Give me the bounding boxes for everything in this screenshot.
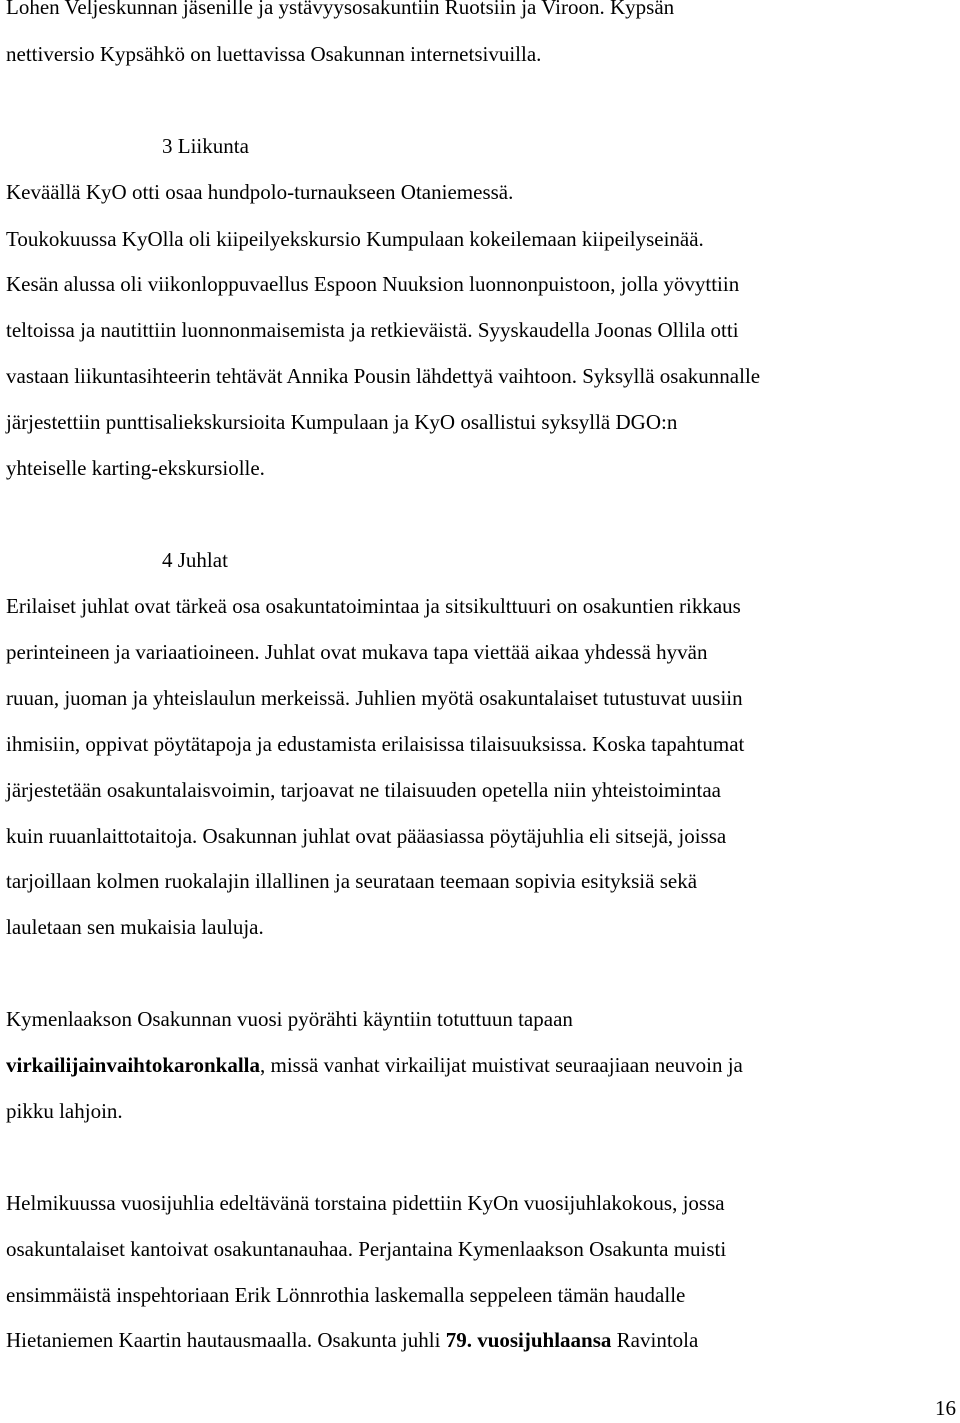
juhlat-line-6: kuin ruuanlaittotaitoja. Osakunnan juhlat ovat pääasiassa pöytäjuhlia eli sitsejä, joissa: [6, 824, 727, 848]
liikunta-line-5: vastaan liikuntasihteerin tehtävät Annika Pousin lähdettyä vaihtoon. Syksyllä osakunnalle: [6, 364, 761, 388]
page-number: 16: [935, 1396, 956, 1420]
liikunta-line-7: yhteiselle karting-ekskursiolle.: [6, 456, 265, 480]
juhlat-line-7: tarjoillaan kolmen ruokalajin illallinen ja seurataan teemaan sopivia esityksiä sekä: [6, 869, 698, 893]
section-heading-juhlat: 4 Juhlat: [162, 548, 228, 572]
vaihto-line-2-text: , missä vanhat virkailijat muistivat seuraajiaan neuvoin ja: [260, 1053, 743, 1077]
section-heading-liikunta: 3 Liikunta: [162, 134, 249, 158]
juhlat-line-4: ihmisiin, oppivat pöytätapoja ja edustamista erilaisissa tilaisuuksissa. Koska tapahtumat: [6, 732, 745, 756]
liikunta-line-3: Kesän alussa oli viikonloppuvaellus Espoon Nuuksion luonnonpuistoon, jolla yövyttiin: [6, 272, 740, 296]
helmikuu-line-2: osakuntalaiset kantoivat osakuntanauhaa. Perjantaina Kymenlaakson Osakunta muisti: [6, 1237, 727, 1261]
helmikuu-line-4-start: Hietaniemen Kaartin hautausmaalla. Osakunta juhli: [6, 1328, 446, 1352]
helmikuu-line-1: Helmikuussa vuosijuhlia edeltävänä torstaina pidettiin KyOn vuosijuhlakokous, jossa: [6, 1191, 725, 1215]
anniversary-term: vuosijuhlaansa: [477, 1328, 612, 1352]
juhlat-line-8: lauletaan sen mukaisia lauluja.: [6, 915, 264, 939]
vaihto-line-2: [6, 1053, 743, 1077]
vaihto-line-1: Kymenlaakson Osakunnan vuosi pyörähti käyntiin totuttuun tapaan: [6, 1007, 573, 1031]
karonkka-term: virkailijainvaihtokaronkalla: [6, 1053, 260, 1077]
helmikuu-line-4: [6, 1328, 698, 1352]
juhlat-line-2: perinteineen ja variaatioineen. Juhlat ovat mukava tapa viettää aikaa yhdessä hyvän: [6, 640, 708, 664]
liikunta-line-6: järjestettiin punttisaliekskursioita Kumpulaan ja KyO osallistui syksyllä DGO:n: [6, 410, 678, 434]
intro-line-2: nettiversio Kypsähkö on luettavissa Osakunnan internetsivuilla.: [6, 42, 542, 66]
anniversary-number: 79.: [445, 1328, 472, 1352]
intro-line-1: Lohen Veljeskunnan jäsenille ja ystävyysosakuntiin Ruotsiin ja Viroon. Kypsän: [6, 0, 675, 19]
liikunta-line-4: teltoissa ja nautittiin luonnonmaisemista ja retkieväistä. Syyskaudella Joonas Ollila otti: [6, 318, 739, 342]
juhlat-line-3: ruuan, juoman ja yhteislaulun merkeissä. Juhlien myötä osakuntalaiset tutustuvat uusiin: [6, 686, 743, 710]
liikunta-line-1: Keväällä KyO otti osaa hundpolo-turnaukseen Otaniemessä.: [6, 180, 514, 204]
liikunta-line-2: Toukokuussa KyOlla oli kiipeilyekskursio Kumpulaan kokeilemaan kiipeilyseinää.: [6, 227, 704, 251]
helmikuu-line-3: ensimmäistä inspehtoriaan Erik Lönnrothia laskemalla seppeleen tämän haudalle: [6, 1283, 686, 1307]
vaihto-line-3: pikku lahjoin.: [6, 1099, 123, 1123]
juhlat-line-1: Erilaiset juhlat ovat tärkeä osa osakuntatoimintaa ja sitsikulttuuri on osakuntien rikkaus: [6, 594, 741, 618]
juhlat-line-5: järjestetään osakuntalaisvoimin, tarjoavat ne tilaisuuden opetella niin yhteistoimintaa: [6, 778, 721, 802]
helmikuu-line-4-end: Ravintola: [611, 1328, 699, 1352]
